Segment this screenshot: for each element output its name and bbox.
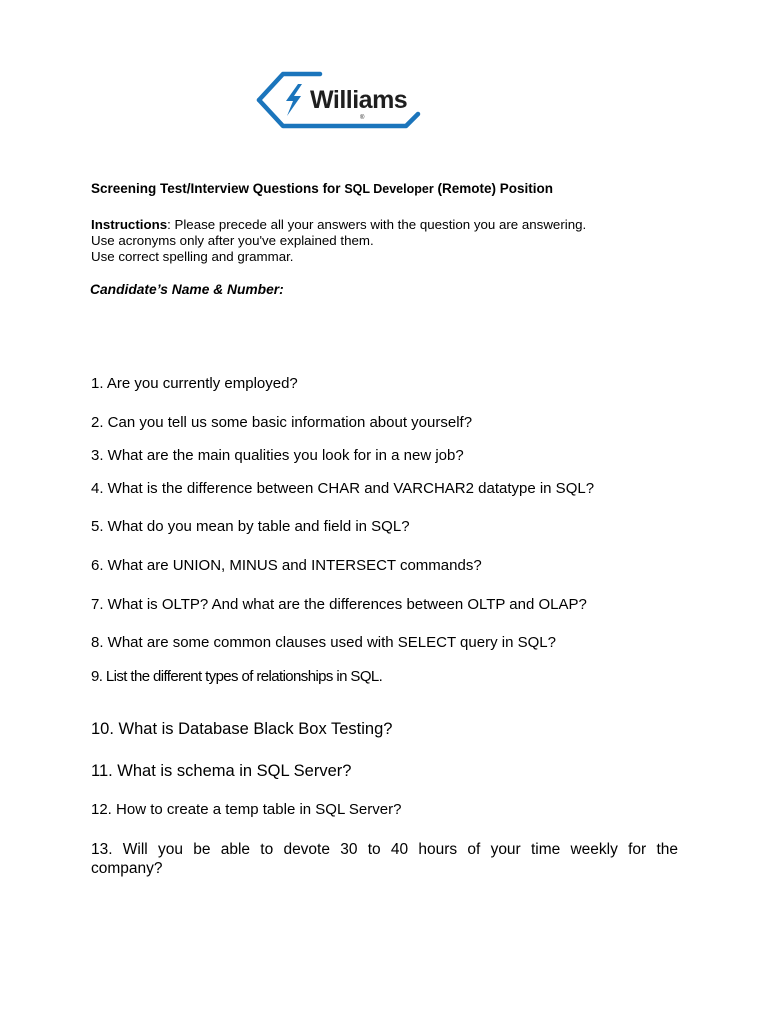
question-6: 6. What are UNION, MINUS and INTERSECT commands? — [91, 557, 482, 574]
instructions-line-1: : Please precede all your answers with the question you are answering. — [167, 217, 587, 232]
instructions-line-2: Use acronyms only after you've explained them. — [91, 233, 374, 248]
question-10: 10. What is Database Black Box Testing? — [91, 720, 393, 738]
question-13-line-2: company? — [91, 860, 163, 877]
question-1: 1. Are you currently employed? — [91, 375, 298, 392]
title-prefix: Screening Test/Interview Questions for — [91, 181, 345, 196]
candidate-label-text: Candidate’s Name & Number — [90, 282, 280, 297]
question-12: 12. How to create a temp table in SQL Server? — [91, 801, 402, 818]
question-13-line-1: 13. Will you be able to devote 30 to 40 hours of your time weekly for the — [91, 841, 678, 858]
logo-wordmark: Williams — [310, 86, 408, 114]
instructions-label: Instructions — [91, 217, 168, 232]
candidate-name-label — [90, 281, 284, 299]
instructions-line-3: Use correct spelling and grammar. — [91, 249, 294, 264]
question-9: 9. List the different types of relationships in SQL. — [91, 668, 383, 685]
candidate-label-colon: : — [279, 282, 284, 297]
question-11: 11. What is schema in SQL Server? — [91, 762, 352, 780]
title-role: SQL Developer — [344, 182, 434, 196]
question-3: 3. What are the main qualities you look for in a new job? — [91, 447, 464, 464]
question-5: 5. What do you mean by table and field in SQL? — [91, 518, 410, 535]
instructions-block — [91, 217, 586, 265]
document-title — [91, 180, 553, 198]
question-7: 7. What is OLTP? And what are the differences between OLTP and OLAP? — [91, 596, 587, 613]
title-suffix: (Remote) Position — [433, 181, 553, 196]
question-4: 4. What is the difference between CHAR and VARCHAR2 datatype in SQL? — [91, 480, 595, 497]
williams-logo — [256, 70, 428, 130]
question-2: 2. Can you tell us some basic information about yourself? — [91, 414, 473, 431]
question-8: 8. What are some common clauses used with SELECT query in SQL? — [91, 634, 556, 651]
question-13 — [91, 840, 678, 878]
registered-mark: ® — [360, 115, 365, 121]
